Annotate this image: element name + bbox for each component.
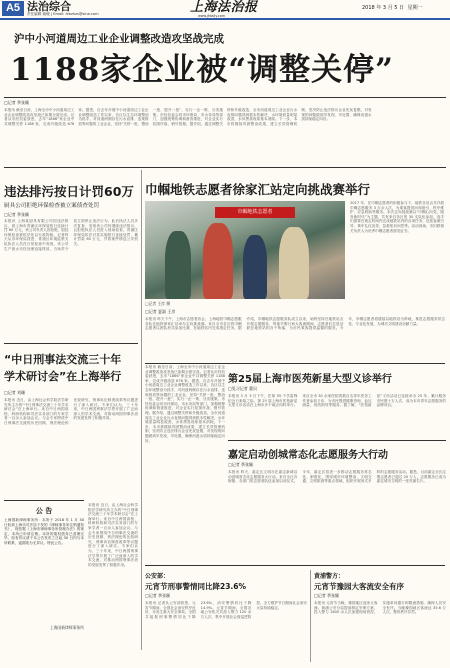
date-text: 2018 年 3 月 5 日 [362, 5, 405, 11]
pollution-body: 本报讯 上海某厨具有限公司因违法排污，被上海市青浦区环保局按日连续计罚 60 万元，该公司负责人因拒绝、阻挠环保检查被依法处以行政拘留。记者昨天从市环保局获悉，青浦区环境监察支队执法人员在日常检查中发现，该公司生产废水未经处理直接排放，当场责令其立即停止违法行为。此后执法人员多次复查，发现该公司仍继续违法排污，且拒绝执法人员进入现场检查。青浦区环保局依法对其实施按日连续处罚，累计罚款 60 万元，并将案件移送公安机关。 [4, 219, 138, 251]
forum-top-rule [4, 343, 138, 344]
left-column-divider [141, 170, 142, 650]
traffic-headline: 元宵节豫园大客流安全有序 [314, 582, 404, 591]
weekday-text: 星期一 [407, 5, 423, 11]
issue-date [362, 4, 423, 11]
paper-url: www.jfdaily.com [198, 14, 226, 18]
pollution-headline: 违法排污按日计罚60万 [4, 184, 134, 199]
lead-byline: □记者 季张颖 [4, 100, 30, 105]
forum-headline [4, 351, 138, 385]
photo-figure-3 [243, 235, 267, 299]
traffic-body: 本报讯 元宵节当晚，豫园地区迎来大客流。黄浦公安分局提前制定安保方案，投入警力 1600 余人次加强现场管控，实施单向通行和限流措施，确保人员安全有序。当晚豫园地区客流达 35.6 万人次，整体秩序井然。 [314, 601, 446, 615]
security-kicker: 公安部： [145, 573, 170, 580]
youth-headline: 第25届上海市医苑新星大型义诊举行 [228, 374, 392, 385]
header-rule [0, 18, 450, 20]
forum-headline-line-1: “中日刑事法交流三十年 [4, 353, 122, 366]
security-body: 本报讯 记者从公安部获悉，元宵节期间，全国社会治安秩序良好，未发生重大安全事故。全国共接报刑事警情同比下降 23.6%，治安警情同比下降 14.9%。元宵节期间，全国各地公安机关共投入警力 120 余万人次，集中开展社会面巡逻防控，全力维护节日期间社会治安大局持续稳定。 [145, 601, 307, 619]
lead-bottom-rule [4, 167, 446, 168]
lead-headline: 1188家企业被“调整关停” [10, 52, 394, 88]
security-headline: 元宵节刑事警情同比降23.6% [145, 582, 247, 591]
youth-bottom-rule [228, 440, 446, 441]
feature-bottom-rule [145, 363, 445, 364]
feature-side-text: 2017 年，在巾帼志愿者的积极参与下，地铁各站点共开展巾帼志愿服务 3 万余人次，为乘客提供问询指引、秩序维护、应急救助等服务。本次定向挑战赛以“巾帼心向党、服务新时代”为主题，共有来自各区的 30 支队伍参加。选手们需要在规定时间内完成地铁站内的各项任务，包括客流引导、乘车礼仪宣传、急救知识问答等。活动现场，市妇联相关负责人为优秀巾帼志愿者颁发证书。 [350, 201, 444, 233]
editor-line: 责任编辑 姚峻 | Email: fzbzhzs@sina.com [27, 12, 99, 16]
innovation-body: 本报讯 昨天，嘉定区文明办在嘉定新城启动创城常态化志愿服务大行动。来自全区各街镇、各部门的志愿者队伍参加启动仪式。今年，嘉定区将进一步推动志愿服务常态化、制度化，围绕城市环境整治、文明交通、文明旅游等重点领域，组织开展形式多样的志愿服务活动。据悉，目前嘉定全区注册志愿者已超过 20 万人，志愿服务已成为嘉定城市文明的一张亮丽名片。 [228, 470, 446, 484]
traffic-kicker: 黄浦警方： [314, 573, 345, 580]
innovation-headline: 嘉定启动创城常态化志愿服务大行动 [228, 450, 388, 461]
lead-kicker: 沪中小河道周边工业企业调整改造攻坚战完成 [14, 33, 224, 45]
forum-body: 本报讯 近日，由上海社会科学院法学研究所主办的“中日刑事法交流三十年学术研讨会”在上海举行。来自中日两国高校、科研机构和司法实务部门的专家学者一百余人参加会议。与会专家围绕中日刑事法交流的历史回顾、刑法理论的比较研究、刑事诉讼制度改革等议题进行了深入研讨。专家们认为，三十年来，中日两国刑事法学界开展了广泛而深入的学术交流，对推动两国刑事法治的发展发挥了积极作用。 [4, 398, 138, 425]
bottom-column-divider [310, 570, 311, 662]
lead-rule [4, 97, 446, 98]
photo-figure-1 [165, 231, 191, 299]
youth-body: 本报讯 3 月 3 日下午，在第 55 个学雷锋纪念日来临之际，第 25 届上海市医苑新星大型义诊活动在上海市多个地点同时举行。来自全市 30 余家医院的数百名青年医务工作者参加义诊，为市民提供健康咨询、血压测量、用药指导等服务。据了解，“医苑新星”义诊活动已连续举办 25 年，累计服务市民数十万人次，成为本市青年志愿服务的品牌项目。 [228, 394, 446, 408]
photo-figure-2 [203, 223, 233, 299]
masthead [0, 0, 450, 19]
pollution-subhead: 厨具公司拒绝环保检查被立案侦查处罚 [4, 203, 100, 209]
pollution-byline: □记者 季张颖 [4, 212, 30, 217]
security-byline: □记者 季张颖 [145, 593, 171, 598]
youth-byline: □见习记者 董贝 [228, 386, 258, 391]
photo-figure-4 [279, 227, 309, 299]
feature-photo-caption: □记者 王彦 摄 [145, 301, 170, 306]
innovation-byline: □记者 季张颖 [228, 462, 254, 467]
feature-photo [145, 201, 345, 299]
notice-body: 上海国新律师事务所：本所于 2018 年 1 月 30 日收到上海市司法局下发的《律师事务所注销通知书》，现依据《上海市律师事务所管理办法》的规定，本所已申请注销。本所的债权债务已清理完毕，如有异议请于本公告发布之日起 30 日内与本所联系，逾期视为无异议。特此公告。 [4, 518, 84, 545]
section-title: 法治综合 [27, 0, 71, 13]
feature-byline: □记者 夏淑 王彦 [145, 309, 176, 314]
traffic-byline: □记者 季张颖 [314, 593, 340, 598]
photo-banner: 巾帼地铁志愿者 [215, 207, 295, 218]
feature-body: 本报讯 昨天下午，上海市志愿者协会、上海地铁巾帼志愿服务队在地铁徐家汇站举办定向挑战赛。来自全市各区的巾帼志愿者以团队形式参加比赛，在地铁站内完成指定任务。据介绍，巾帼地铁志愿服务队成立以来，始终坚持在地铁站点开展志愿服务，每逢节假日和大客流期间，志愿者们总是活跃在地铁站的各个角落，为市民乘客提供温馨的服务。今年，巾帼志愿者将继续以地铁站为阵地，推进志愿服务常态化、专业化发展，为城市文明建设贡献力量。 [145, 317, 445, 331]
notice-title: 公 告 [35, 507, 53, 515]
lead-body-continued: 本报讯 截至日前，上海全市中小河道周边工业企业调整改造攻坚战已如期全面完成。记者从市经信委获悉，去年“1866”家企业中共调整关停 1188 家，完成升级改造 678 家。据悉，自去年开展中小河道周边工业企业调整改造工作以来，各区以生态环境整治为抓手，对河道两侧存在污水直排、违规排放等问题的工业企业，坚持“关停一批、整治一批、提升一批”，实行一企一策、分类施策。市经信委会同市环保局、市水务局等部门，加强统筹协调和督查推进，对企业实行挂图作战、销号管理。据介绍，通过调整关停和升级改造，全市河道周边工业企业污水直排问题得到根本性解决，水环境质量明显改善，水体黑臭现象基本消除。下一步，本市将继续巩固整治成果，建立长效管理机制，坚决防止违法排污企业死灰复燃，对发现的问题做到早发现、早处置，确保河道水质持续稳定向好。 [145, 365, 225, 443]
paper-logo: 上海法治报 [190, 0, 258, 15]
forum-headline-line-2: 学术研讨会”在上海举行 [4, 370, 122, 383]
lead-body: 本报讯 截至日前，上海全市中小河道周边工业企业调整改造攻坚战已如期全面完成。记者从市经信委获悉，去年“1866”家企业中共调整关停 1188 家，完成升级改造 678 家。据悉，自去年开展中小河道周边工业企业调整改造工作以来，各区以生态环境整治为抓手，对河道两侧存在污水直排、违规排放等问题的工业企业，坚持“关停一批、整治一批、提升一批”，实行一企一策、分类施策。市经信委会同市环保局、市水务局等部门，加强统筹协调和督查推进，对企业实行挂图作战、销号管理。据介绍，通过调整关停和升级改造，全市河道周边工业企业污水直排问题得到根本性解决，水环境质量明显改善，水体黑臭现象基本消除。下一步，本市将继续巩固整治成果，建立长效管理机制，坚决防止违法排污企业死灰复燃，对发现的问题做到早发现、早处置，确保河道水质持续稳定向好。 [4, 108, 372, 126]
notice-top-rule [4, 500, 84, 501]
forum-body-continued: 本报讯 近日，由上海社会科学院法学研究所主办的“中日刑事法交流三十年学术研讨会”在上海举行。来自中日两国高校、科研机构和司法实务部门的专家学者一百余人参加会议。与会专家围绕中日刑事法交流的历史回顾、刑法理论的比较研究、刑事诉讼制度改革等议题进行了深入研讨。专家们认为，三十年来，中日两国刑事法学界开展了广泛而深入的学术交流，对推动两国刑事法治的发展发挥了积极作用。 [88, 503, 138, 567]
notice-signature: 上海国新律师事务所 [49, 625, 84, 630]
forum-byline: □记者 刘珊 [4, 390, 26, 395]
feature-headline: 巾帼地铁志愿者徐家汇站定向挑战赛举行 [145, 182, 371, 197]
innovation-bottom-rule [145, 565, 445, 566]
page-number-badge: A5 [2, 1, 24, 16]
